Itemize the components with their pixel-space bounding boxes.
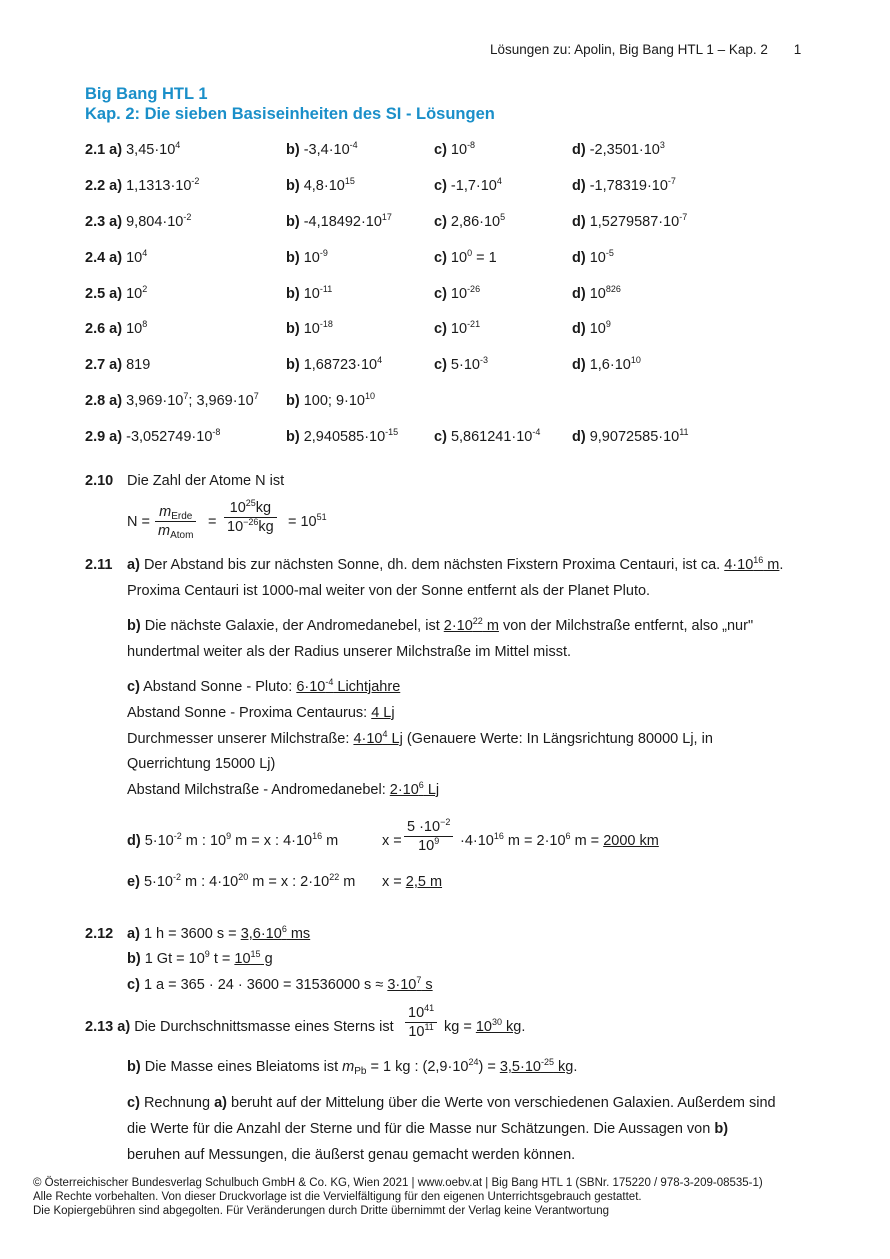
problem-2-11-b: b) Die nächste Galaxie, der Andromedanebel, ist $2\cdot 10^{22}$ m von der Milchstraße entfernt, also „nur" xyxy=(127,616,754,634)
problem-2-11-a: a) Der Abstand bis zur nächsten Sonne, dh. dem nächsten Fixstern Proxima Centauri, ist ca. $4\cdot 10^{16}$ m. xyxy=(127,555,784,573)
answer-2-6---a: 2.6 a) $10^8$ xyxy=(85,319,148,337)
answer-2-4---a: 2.4 a) $10^4$ xyxy=(85,248,148,266)
answer-2-6---b: b) $10^{-18}$ xyxy=(286,319,333,337)
answer-2-2---a: 2.2 a) $1,1313\cdot 10^{-2}$ xyxy=(85,176,200,194)
answer-2-2---c: c) $-1,7\cdot 10^4$ xyxy=(434,176,502,194)
problem-2-13-c: c) Rechnung a) beruht auf der Mittelung über die Werte von verschiedenen Galaxien. Außerdem sind xyxy=(127,1095,776,1111)
row-2-9-d: d) $9,9072585\cdot 10^{11}$ xyxy=(572,427,689,445)
formula-n-label: N = xyxy=(127,514,150,530)
problem-2-13-b: b) Die Masse eines Bleiatoms ist $m_{Pb} = 1$ kg : $(2,9\cdot 10^{24}) = 3,5\cdot 10^{-25}$ kg. xyxy=(127,1057,578,1077)
problem-2-11-d: d) $5\cdot 10^{-2}$ m : $10^9$ m = x : $4\cdot 10^{16}$ m xyxy=(127,831,339,849)
answer-2-1---d: d) $-2,3501\cdot 10^3$ xyxy=(572,140,665,158)
answer-2-5---a: 2.5 a) $10^2$ xyxy=(85,284,148,302)
formula-n-result: = $10^{51}$ xyxy=(288,512,327,530)
answer-2-5---d: d) $10^{826}$ xyxy=(572,284,621,302)
footer-rights: Alle Rechte vorbehalten. Von dieser Druckvorlage ist die Vervielfältigung für den eigenen Unterrichtsgebrauch gestattet. xyxy=(33,1191,642,1203)
running-header: Lösungen zu: Apolin, Big Bang HTL 1 – Kap. 2 1 xyxy=(490,42,802,57)
answer-2-2---d: d) $-1,78319\cdot 10^{-7}$ xyxy=(572,176,676,194)
problem-2-10: 2.10 xyxy=(85,473,114,489)
fraction-2-13: $\frac{10^{41}}{10^{11}}$ xyxy=(405,1005,437,1040)
answer-2-3---a: 2.3 a) $9,804\cdot 10^{-2}$ xyxy=(85,212,192,230)
answer-2-4---b: b) $10^{-9}$ xyxy=(286,248,328,266)
fraction-mass-values: $\frac{10^{25}kg}{10^{-26}kg}$ xyxy=(224,500,277,535)
problem-2-13-a: 2.13 a) Die Durchschnittsmasse eines Sterns ist xyxy=(85,1019,394,1035)
answer-2-5---b: b) $10^{-11}$ xyxy=(286,284,333,302)
row-2-9-b: b) $2,940585\cdot 10^{-15}$ xyxy=(286,427,399,445)
answer-2-1---c: c) $10^{-8}$ xyxy=(434,140,476,158)
answer-2-1---b: b) $-3,4\cdot 10^{-4}$ xyxy=(286,140,358,158)
answer-2-7---c: c) $5\cdot 10^{-3}$ xyxy=(434,355,488,373)
row-2-8-b: b) 100; $9\cdot 10^{10}$ xyxy=(286,391,376,409)
book-title: Big Bang HTL 1 xyxy=(85,85,208,103)
answer-2-6---c: c) $10^{-21}$ xyxy=(434,319,481,337)
answer-2-3---b: b) $-4,18492\cdot 10^{17}$ xyxy=(286,212,392,230)
problem-2-12-b: b) 1 $Gt = 10^9$ $t = 10^{15}$ g xyxy=(127,949,273,967)
footer-fees: Die Kopiergebühren sind abgegolten. Für Veränderungen durch Dritte übernimmt der Verlag keine Verantwortung xyxy=(33,1205,609,1217)
answer-2-4---c: c) $10^0 = 1$ xyxy=(434,248,497,266)
chapter-title: Kap. 2: Die sieben Basiseinheiten des SI - Lösungen xyxy=(85,105,495,123)
page-number: 1 xyxy=(793,42,802,57)
row-2-9-c: c) $5,861241\cdot 10^{-4}$ xyxy=(434,427,541,445)
answer-2-3---d: d) $1,5279587\cdot 10^{-7}$ xyxy=(572,212,688,230)
footer-copyright: © Österreichischer Bundesverlag Schulbuch GmbH & Co. KG, Wien 2021 | www.oebv.at | Big Bang HTL 1 (SBNr. 175220 / 978-3-209-08535-1) xyxy=(33,1177,763,1189)
problem-2-10-text: Die Zahl der Atome N ist xyxy=(127,473,285,489)
answer-2-1---a: 2.1 a) $3,45\cdot 10^4$ xyxy=(85,140,181,158)
problem-2-11-e: e) $5\cdot 10^{-2}$ m : $4\cdot 10^{20}$ m = x : $2\cdot 10^{22}$ m xyxy=(127,872,356,890)
row-2-9-a: 2.9 a) $-3,052749\cdot 10^{-8}$ xyxy=(85,427,221,445)
problem-2-11-c: c) Abstand Sonne - Pluto: $6\cdot 10^{-4}$ Lichtjahre xyxy=(127,677,401,695)
answer-2-5---c: c) $10^{-26}$ xyxy=(434,284,481,302)
row-2-8: 2.8 a) $3,969\cdot 10^7$; $3,969\cdot 10^7$ xyxy=(85,391,259,409)
answer-2-3---c: c) $2,86\cdot 10^5$ xyxy=(434,212,506,230)
answer-2-4---d: d) $10^{-5}$ xyxy=(572,248,614,266)
answer-2-7---b: b) $1,68723\cdot 10^4$ xyxy=(286,355,383,373)
answer-2-7---a: 2.7 a) 819 xyxy=(85,357,151,373)
answer-2-6---d: d) $10^9$ xyxy=(572,319,611,337)
answer-2-7---d: d) $1,6\cdot 10^{10}$ xyxy=(572,355,641,373)
problem-2-12-a: a) 1 h = 3600 $s = 3,6\cdot 10^6$ ms xyxy=(127,924,311,942)
answer-2-2---b: b) $4,8\cdot 10^{15}$ xyxy=(286,176,355,194)
fraction-mass-ratio: $m_{Erde}$ $m_{Atom}$ xyxy=(155,504,196,539)
fraction-2-11-d: $\frac{5 \cdot 10^{-2}}{10^9}$ xyxy=(404,819,453,854)
problem-2-12-c: c) 1 a = 365 · 24 · 3600 = 31536000 $s \approx 3\cdot 10^7$ s xyxy=(127,975,433,993)
